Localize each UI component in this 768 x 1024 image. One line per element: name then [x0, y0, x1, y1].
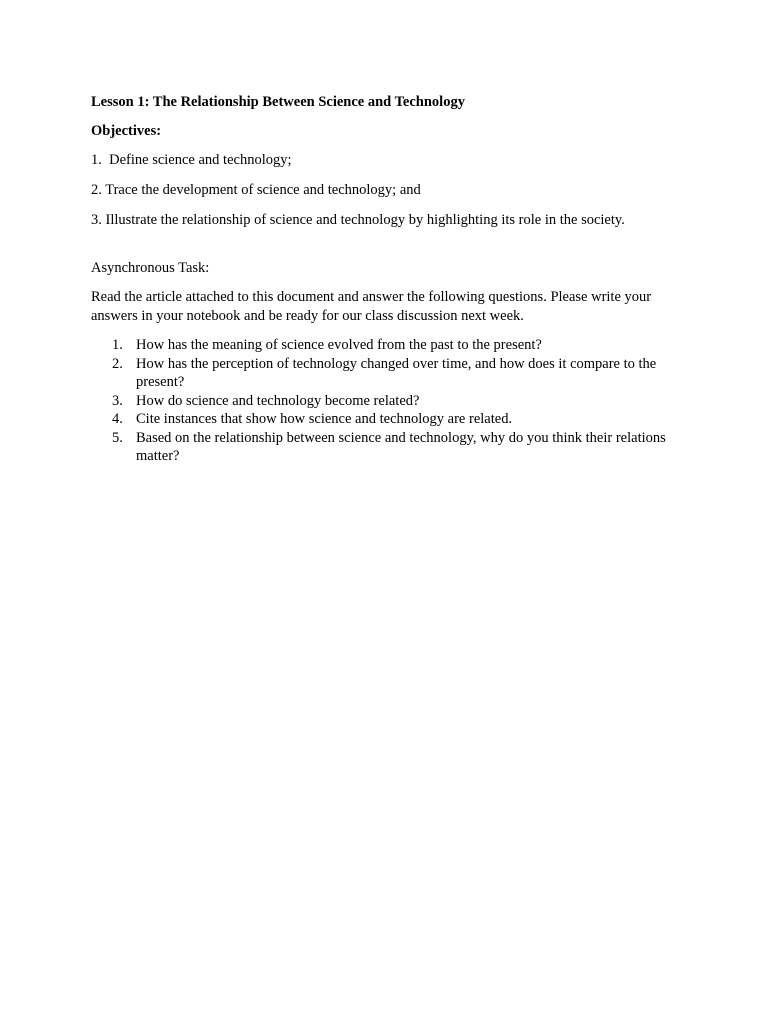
objectives-heading: Objectives: [91, 123, 162, 139]
question-text: How has the perception of technology changed over time, and how does it compare to the present? [136, 355, 657, 390]
question-number: 5. [112, 429, 123, 446]
question-number: 3. [112, 392, 123, 409]
question-item [91, 392, 691, 411]
question-item [91, 410, 691, 429]
task-heading: Asynchronous Task: [91, 260, 210, 276]
objective-item-1: 1. Define science and technology; [91, 152, 292, 168]
question-item [91, 355, 691, 392]
question-text: Cite instances that show how science and technology are related. [136, 411, 513, 427]
question-text: How do science and technology become related? [136, 392, 420, 409]
question-number: 2. [112, 355, 123, 372]
objective-item-3: 3. Illustrate the relationship of science and technology by highlighting its role in the society. [91, 212, 625, 228]
question-number: 4. [112, 411, 123, 427]
objective-item-2: 2. Trace the development of science and technology; and [91, 182, 421, 198]
question-item [91, 429, 691, 466]
question-item [91, 336, 691, 355]
lesson-title: Lesson 1: The Relationship Between Science and Technology [91, 94, 465, 110]
question-number: 1. [112, 337, 123, 353]
question-list [91, 336, 691, 466]
question-text: Based on the relationship between science and technology, why do you think their relations matter? [136, 429, 666, 464]
document-body [91, 93, 691, 466]
question-text: How has the meaning of science evolved from the past to the present? [136, 337, 542, 353]
task-instructions: Read the article attached to this document and answer the following questions. Please write your answers in your notebook and be ready for our class discussion next week. [91, 289, 652, 324]
